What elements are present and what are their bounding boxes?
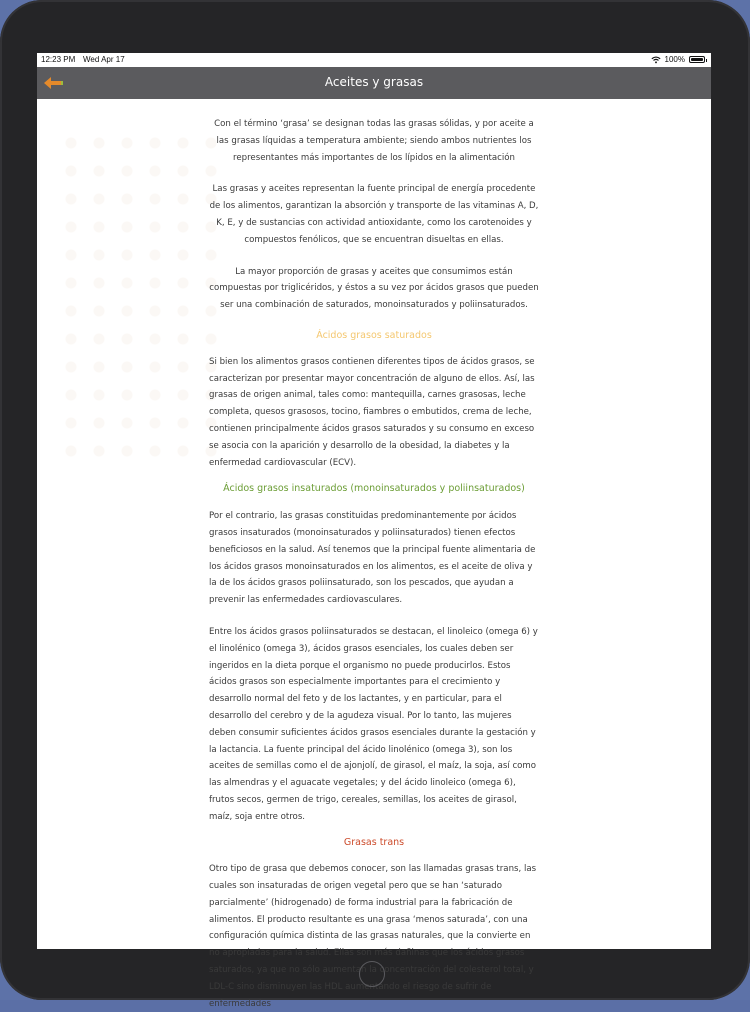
page-title: Aceites y grasas <box>324 75 424 89</box>
battery-icon <box>689 56 705 63</box>
unsaturated-paragraph-1: Por el contrario, las grasas constituidas predominantemente por ácidos grasos insaturados (monoinsaturados y poliinsaturados) tienen efectos beneficiosos en la salud. Así tenemos que la principal fuente alimentaria de los ácidos grasos monoinsaturados en los alimentos, es el aceite de oliva y la de los ácidos grasos poliinsaturado, son los pescados, que ayudan a prevenir las enfermedades cardiovasculares. <box>209 511 536 606</box>
content-scroll-area[interactable] <box>37 99 711 1009</box>
saturated-paragraph: Si bien los alimentos grasos contienen diferentes tipos de ácidos grasos, se caracterizan por presentar mayor concentración de alguno de ellos. Así, las grasas de origen animal, tales como: mantequilla, carnes grasosas, leche completa, quesos grasosos, tocino, fiambres o embutidos, crema de leche, contienen principalmente ácidos grasos saturados y su consumo en exceso se asocia con la aparición y desarrollo de la obesidad, la diabetes y la enfermedad cardiovascular (ECV). <box>209 356 535 468</box>
unsaturated-paragraph-2: Entre los ácidos grasos poliinsaturados se destacan, el linoleico (omega 6) y el linolénico (omega 3), ácidos grasos esenciales, los cuales deben ser ingeridos en la dieta porque el organismo no puede producirlos. Estos ácidos grasos son especialmente importantes para el crecimiento y desarrollo normal del feto y de los lactantes, y en particular, para el desarrollo del cerebro y de la agudeza visual. Por lo tanto, las mujeres deben consumir suficientes ácidos grasos esenciales durante la gestación y la lactancia. La fuente principal del ácido linolénico (omega 3), son los aceites de semillas como el de ajonjolí, de girasol, el maíz, la soja, así como las almendras y el aguacate vegetales; y del ácido linoleico (omega 6), frutos secos, germen de trigo, cereales, semillas, los aceites de girasol, maíz, soja entre otros. <box>209 626 538 822</box>
status-bar <box>37 53 711 67</box>
intro-paragraph-3: La mayor proporción de grasas y aceites que consumimos están compuestas por triglicéridos, y éstos a su vez por ácidos grasos que pueden ser una combinación de saturados, monoinsaturados y poliinsaturados. <box>209 266 539 311</box>
heading-unsaturated-fats: Ácidos grasos insaturados (monoinsaturados y poliinsaturados) <box>223 483 525 495</box>
navigation-bar <box>37 67 711 99</box>
heading-saturated-fats: Ácidos grasos saturados <box>316 329 432 341</box>
status-right <box>651 55 705 64</box>
home-button[interactable] <box>359 961 385 987</box>
background-pattern <box>57 129 227 469</box>
trans-paragraph: Otro tipo de grasa que debemos conocer, son las llamadas grasas trans, las cuales son insaturadas de origen vegetal pero que se han ‘saturado parcialmente’ (hidrogenado) de forma industrial para la fabricación de alimentos. El producto resultante es una grasa ‘menos saturada’, con una configuración química distinta de las grasas naturales, que la convierte en no apropiadas para la salud. Ellas son más dañinas que los ácidos grasos saturados, ya que no sólo aumentan la concentración del colesterol total, y LDL-C sino disminuyen las HDL aumentando el riesgo de sufrir de enfermedades <box>209 864 537 1009</box>
article <box>209 99 539 1012</box>
wifi-icon <box>651 56 661 64</box>
screen <box>37 53 711 1009</box>
intro-paragraph-2: Las grasas y aceites representan la fuente principal de energía procedente de los alimentos, garantizan la absorción y transporte de las vitaminas A, D, K, E, y de sustancias con actividad antioxidante, como los carotenoides y compuestos fenólicos, que se encuentran disueltas en ellas. <box>209 184 539 245</box>
status-date: Wed Apr 17 <box>83 55 125 64</box>
intro-paragraph-1: Con el término ‘grasa’ se designan todas las grasas sólidas, y por aceite a las grasas líquidas a temperatura ambiente; siendo ambos nutrientes los representantes más importantes de los lípidos en la alimentación <box>214 119 534 163</box>
battery-percentage: 100% <box>664 55 685 64</box>
heading-trans-fats: Grasas trans <box>343 837 405 849</box>
status-time: 12:23 PM <box>41 55 76 64</box>
